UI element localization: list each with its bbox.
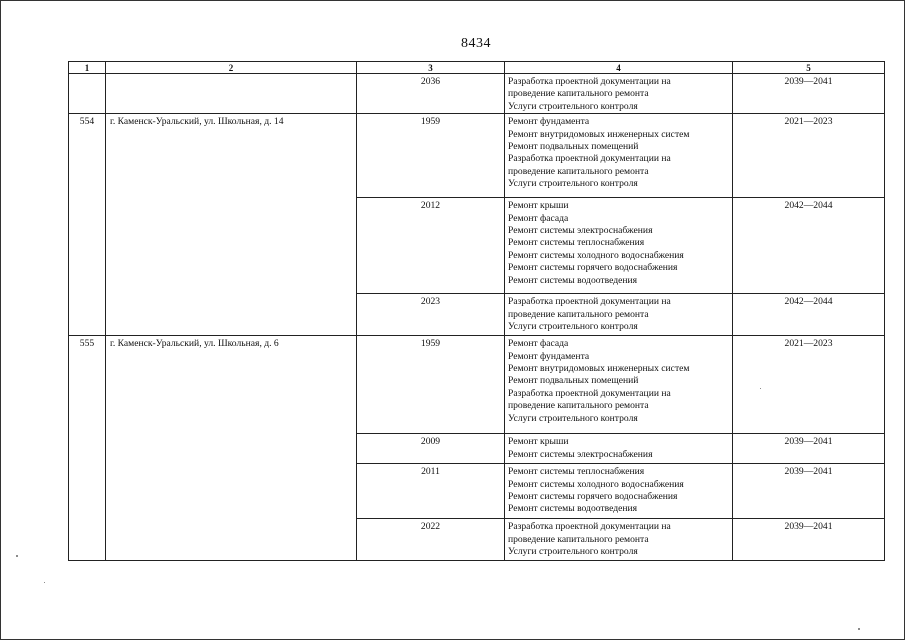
- work-item: Ремонт подвальных помещений: [508, 375, 639, 387]
- row-works: [505, 434, 733, 464]
- header-col-2: 2: [106, 62, 357, 74]
- work-item: Ремонт системы горячего водоснабжения: [508, 491, 678, 503]
- row-period: 2042—2044: [733, 294, 885, 336]
- work-item: Ремонт системы теплоснабжения: [508, 237, 645, 249]
- row-works: [505, 464, 733, 519]
- row-year: 2011: [357, 464, 505, 519]
- work-item: Ремонт системы холодного водоснабжения: [508, 478, 684, 490]
- row-year: 2022: [357, 519, 505, 561]
- work-item: Ремонт системы горячего водоснабжения: [508, 262, 678, 274]
- row-works: [505, 198, 733, 294]
- work-item: проведение капитального ремонта: [508, 400, 649, 412]
- work-item: Ремонт системы теплоснабжения: [508, 466, 645, 478]
- work-item: Услуги строительного контроля: [508, 546, 638, 558]
- work-item: Ремонт системы водоотведения: [508, 274, 638, 286]
- work-item: Ремонт внутридомовых инженерных систем: [508, 128, 690, 140]
- work-item: Ремонт системы холодного водоснабжения: [508, 249, 684, 261]
- row-number: 554: [69, 114, 106, 336]
- scan-speck: [44, 582, 45, 583]
- row-address: г. Каменск-Уральский, ул. Школьная, д. 6: [106, 336, 357, 561]
- row-works: [505, 114, 733, 198]
- work-item: проведение капитального ремонта: [508, 165, 649, 177]
- scan-speck: [16, 555, 18, 557]
- table-row: [69, 336, 885, 434]
- work-item: Разработка проектной документации на: [508, 76, 671, 87]
- work-item: Ремонт внутридомовых инженерных систем: [508, 363, 690, 375]
- work-item: Разработка проектной документации на: [508, 153, 671, 165]
- row-period: 2042—2044: [733, 198, 885, 294]
- header-col-5: 5: [733, 62, 885, 74]
- row-period: 2021—2023: [733, 114, 885, 198]
- row-period: 2039—2041: [733, 464, 885, 519]
- work-item: Ремонт подвальных помещений: [508, 141, 639, 153]
- row-works: [505, 74, 733, 114]
- row-year: 2036: [357, 74, 505, 114]
- work-item: Услуги строительного контроля: [508, 321, 638, 333]
- table-row: [69, 114, 885, 198]
- work-item: Ремонт фундамента: [508, 350, 590, 362]
- work-item: Услуги строительного контроля: [508, 412, 638, 424]
- scan-speck: [858, 628, 860, 630]
- work-item: Ремонт фасада: [508, 338, 569, 350]
- table-row: [69, 74, 885, 114]
- row-year: 2009: [357, 434, 505, 464]
- row-number: [69, 74, 106, 114]
- header-row: [69, 62, 885, 74]
- row-year: 1959: [357, 336, 505, 434]
- work-item: Ремонт фасада: [508, 212, 569, 224]
- row-year: 1959: [357, 114, 505, 198]
- row-works: [505, 336, 733, 434]
- scan-speck: [760, 388, 761, 389]
- row-address: [106, 74, 357, 114]
- work-item: Ремонт системы водоотведения: [508, 503, 638, 515]
- work-item: Ремонт системы электроснабжения: [508, 448, 653, 460]
- row-year: 2012: [357, 198, 505, 294]
- work-item: проведение капитального ремонта: [508, 533, 649, 545]
- row-number: 555: [69, 336, 106, 561]
- row-period: 2039—2041: [733, 74, 885, 114]
- row-works: [505, 294, 733, 336]
- row-works: [505, 519, 733, 561]
- work-item: проведение капитального ремонта: [508, 88, 649, 100]
- row-period: 2039—2041: [733, 434, 885, 464]
- work-item: Ремонт крыши: [508, 436, 569, 448]
- header-col-3: 3: [357, 62, 505, 74]
- header-col-1: 1: [69, 62, 106, 74]
- work-item: проведение капитального ремонта: [508, 308, 649, 320]
- repair-schedule-table: [68, 61, 885, 561]
- work-item: Ремонт фундамента: [508, 116, 590, 128]
- row-year: 2023: [357, 294, 505, 336]
- work-item: Разработка проектной документации на: [508, 296, 671, 308]
- row-period: 2021—2023: [733, 336, 885, 434]
- row-period: 2039—2041: [733, 519, 885, 561]
- row-address: г. Каменск-Уральский, ул. Школьная, д. 14: [106, 114, 357, 336]
- work-item: Услуги строительного контроля: [508, 178, 638, 190]
- work-item: Разработка проектной документации на: [508, 521, 671, 533]
- work-item: Ремонт крыши: [508, 200, 569, 212]
- work-item: Разработка проектной документации на: [508, 387, 671, 399]
- header-col-4: 4: [505, 62, 733, 74]
- page-number: 8434: [461, 36, 491, 51]
- work-item: Ремонт системы электроснабжения: [508, 225, 653, 237]
- work-item: Услуги строительного контроля: [508, 100, 638, 112]
